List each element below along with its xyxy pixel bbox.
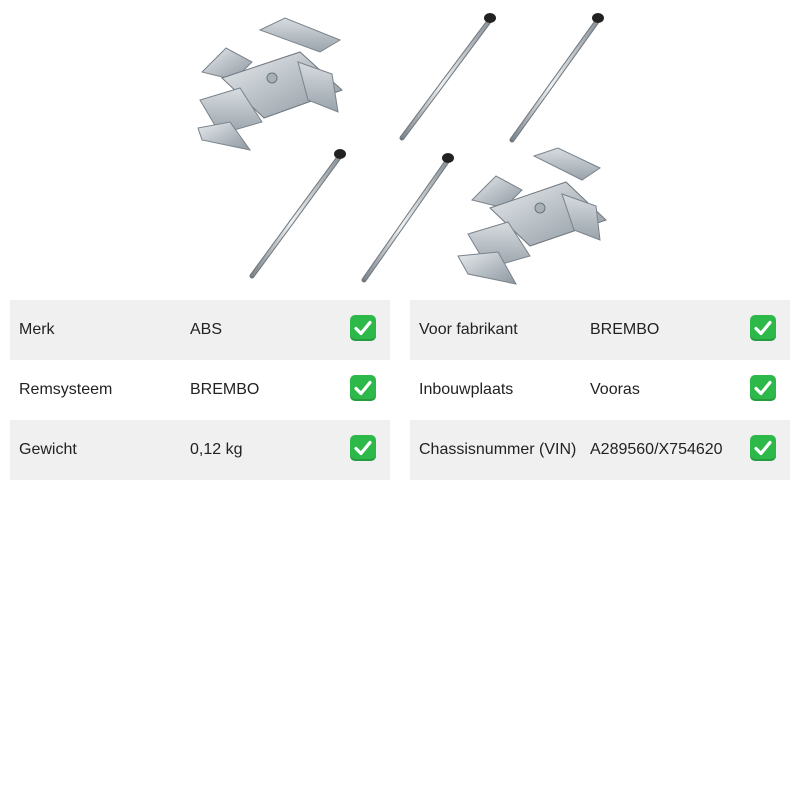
guide-pin-4	[364, 153, 454, 280]
check-mark-button-icon	[750, 435, 776, 461]
spec-value: BREMBO	[590, 321, 660, 338]
spec-value: 0,12 kg	[190, 441, 243, 458]
spec-row-chassisnummer	[410, 420, 790, 480]
check-mark-button-icon	[750, 315, 776, 341]
check-mark-button-icon	[350, 435, 376, 461]
spec-row-gewicht	[10, 420, 390, 480]
guide-pin-3	[252, 149, 346, 276]
spec-value: Vooras	[590, 381, 640, 398]
spec-value: A289560/X754620	[590, 441, 723, 458]
spec-value: BREMBO	[190, 381, 260, 398]
spec-label: Voor fabrikant	[419, 321, 518, 338]
spec-row-voor-fabrikant	[410, 300, 790, 360]
check-mark-button-icon	[350, 375, 376, 401]
check-mark-button-icon	[350, 315, 376, 341]
spring-clip-2	[458, 148, 606, 284]
product-image	[180, 0, 620, 300]
spec-label: Merk	[19, 321, 55, 338]
guide-pin-1	[402, 13, 496, 138]
spec-value: ABS	[190, 321, 223, 338]
spec-label: Remsysteem	[19, 381, 113, 398]
spec-row-merk	[10, 300, 390, 360]
spec-row-remsysteem	[10, 360, 390, 420]
check-mark-button-icon	[750, 375, 776, 401]
spec-row-inbouwplaats	[410, 360, 790, 420]
spring-clip-1	[198, 18, 342, 150]
spec-label: Gewicht	[19, 441, 77, 458]
spec-label: Inbouwplaats	[419, 381, 514, 398]
guide-pin-2	[512, 13, 604, 140]
spec-label: Chassisnummer (VIN)	[419, 441, 577, 458]
spec-table-left	[10, 300, 390, 480]
spec-table-right	[410, 300, 790, 480]
